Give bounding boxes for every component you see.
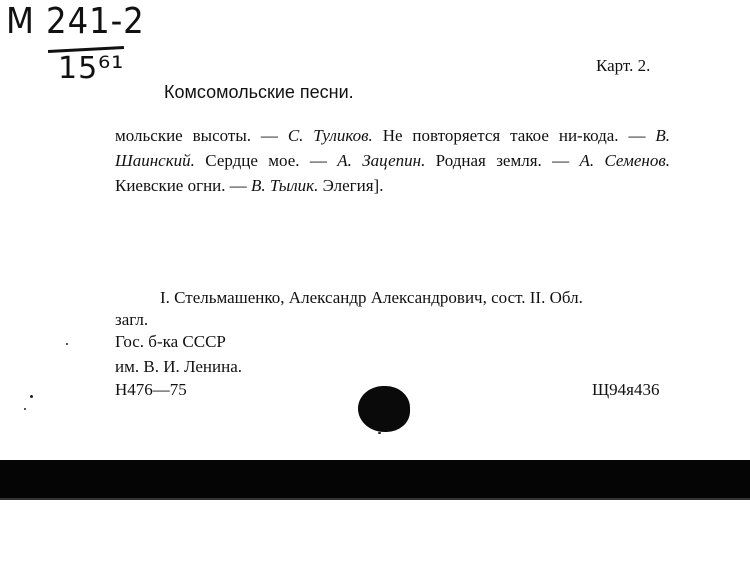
library-name-line2: им. В. И. Ленина.	[115, 357, 243, 376]
shelf-mark: Н476—75	[115, 380, 187, 399]
contents-author: В. Шаинский.	[115, 126, 670, 170]
handwritten-call-number: M 241-2	[6, 1, 145, 42]
card-number: Карт. 2.	[596, 56, 651, 75]
dust-speck	[378, 432, 381, 434]
scan-paper-edge	[0, 498, 750, 564]
added-entry-continuation: загл.	[115, 310, 149, 329]
contents-author: С. Туликов.	[287, 126, 373, 145]
card-title: Комсомольские песни.	[164, 82, 354, 102]
handwritten-sub-number: 15⁶¹	[58, 51, 125, 86]
contents-author: А. Семенов.	[579, 151, 670, 170]
dust-speck	[66, 343, 68, 345]
dust-speck	[30, 395, 33, 398]
contents-author: В. Тылик.	[251, 176, 319, 195]
contents-segment: Родная земля. —	[425, 151, 580, 170]
classification-code: Щ94я436	[592, 380, 660, 399]
contents-author: А. Зацепин.	[337, 151, 426, 170]
contents-segment: Киевские огни. —	[115, 176, 252, 195]
contents-segment: мольские высоты. —	[115, 126, 288, 145]
dust-speck	[24, 408, 26, 410]
punch-hole	[358, 386, 410, 432]
contents-segment: Сердце мое. —	[194, 151, 338, 170]
contents-paragraph	[115, 123, 670, 198]
contents-segment: Элегия].	[318, 176, 384, 195]
library-name-line1: Гос. б-ка СССР	[115, 332, 226, 351]
contents-segment: Не повторяется такое ни-кода. —	[372, 126, 656, 145]
added-entry-line: I. Стельмашенко, Александр Александрович, сост. II. Обл.	[160, 288, 583, 307]
